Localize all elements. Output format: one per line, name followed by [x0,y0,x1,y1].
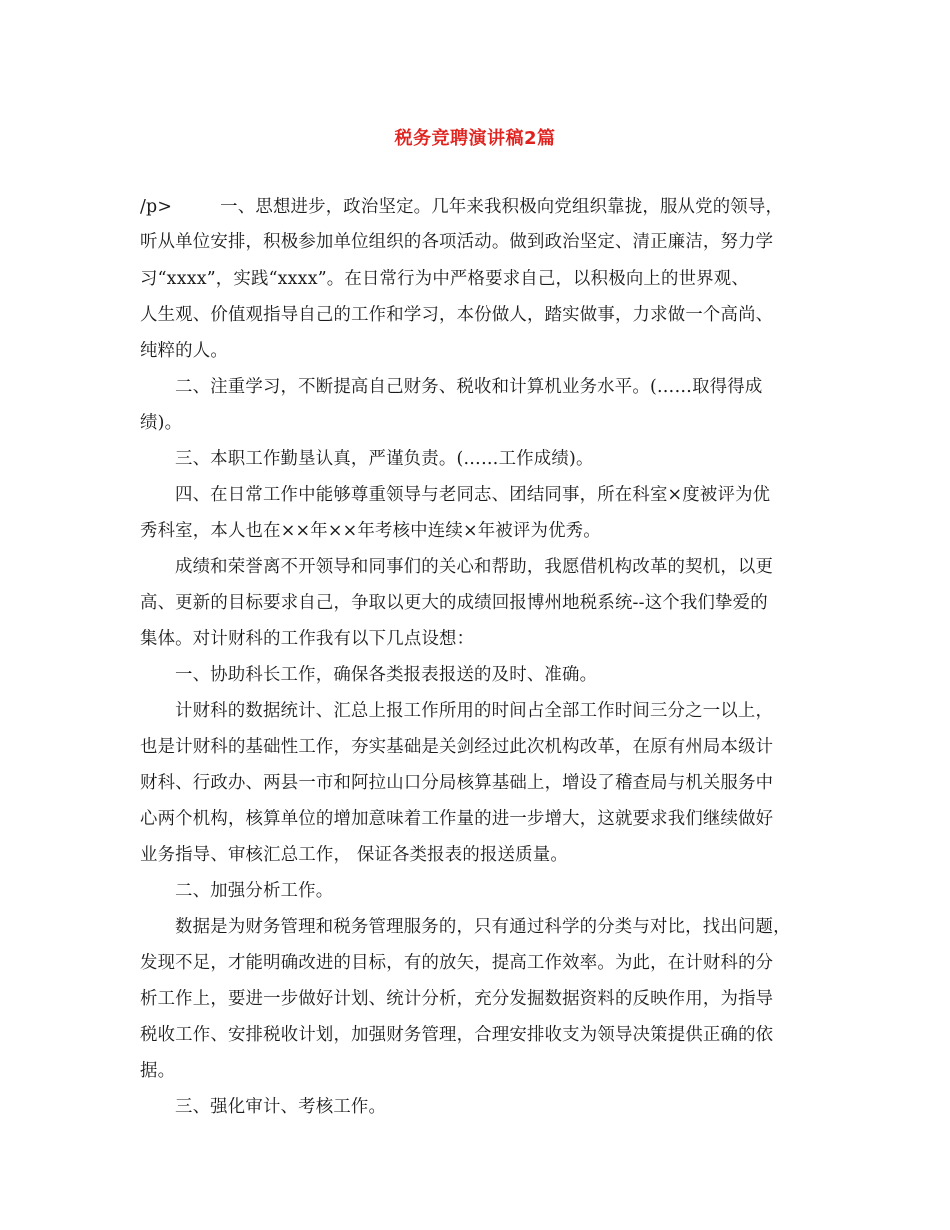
line-text: 一、思想进步，政治坚定。几年来我积极向党组织靠拢，服从党的领导， [220,197,784,217]
document-title: 税务竞聘演讲稿2篇 [394,128,556,149]
text-line: 计财科的数据统计、汇总上报工作所用的时间占全部工作时间三分之一以上， [175,701,774,721]
text-line: 绩)。 [140,413,183,433]
text-line: 成绩和荣誉离不开领导和同事们的关心和帮助，我愿借机构改革的契机，以更 [175,557,774,577]
text-line: 心两个机构，核算单位的增加意味着工作量的进一步增大，这就要求我们继续做好 [140,809,774,829]
text-line: 听从单位安排，积极参加单位组织的各项活动。做到政治坚定、清正廉洁，努力学 [140,232,774,252]
text-line: 业务指导、审核汇总工作， 保证各类报表的报送质量。 [140,845,568,865]
text-line: 发现不足，才能明确改进的目标，有的放矢，提高工作效率。为此，在计财科的分 [140,953,774,973]
text-line: 二、加强分析工作。 [175,881,334,901]
text-line: 三、本职工作勤垦认真，严谨负责。(……工作成绩)。 [175,449,594,469]
text-line: 习“xxxx”，实践“xxxx”。在日常行为中严格要求自己，以积极向上的世界观、 [140,269,749,289]
text-line: 三、强化审计、考核工作。 [175,1097,387,1117]
text-line: 一、协助科长工作，确保各类报表报送的及时、准确。 [175,665,598,685]
text-line [140,195,783,219]
text-line: 人生观、价值观指导自己的工作和学习，本份做人，踏实做事，力求做一个高尚、 [140,305,774,325]
text-line: 高、更新的目标要求自己，争取以更大的成绩回报博州地税系统--这个我们挚爱的 [140,593,768,613]
text-line: 据。 [140,1061,176,1081]
text-line: 析工作上，要进一步做好计划、统计分析，充分发掘数据资料的反映作用，为指导 [140,989,774,1009]
text-line: 纯粹的人。 [140,341,228,361]
line-prefix: /p> [140,197,173,217]
text-line: 秀科室，本人也在××年××年考核中连续×年被评为优秀。 [140,521,601,541]
text-line: 也是计财科的基础性工作，夯实基础是关剑经过此次机构改革，在原有州局本级计 [140,737,774,757]
text-line: 集体。对计财科的工作我有以下几点设想： [140,629,475,649]
text-line: 财科、行政办、两县一市和阿拉山口分局核算基础上，增设了稽查局与机关服务中 [140,773,774,793]
text-line: 四、在日常工作中能够尊重领导与老同志、团结同事，所在科室×度被评为优 [175,485,771,505]
text-line: 税收工作、安排税收计划，加强财务管理，合理安排收支为领导决策提供正确的依 [140,1025,774,1045]
text-line: 数据是为财务管理和税务管理服务的，只有通过科学的分类与对比，找出问题， [175,917,791,937]
text-line: 二、注重学习，不断提高自己财务、税收和计算机业务水平。(……取得得成 [175,377,763,397]
